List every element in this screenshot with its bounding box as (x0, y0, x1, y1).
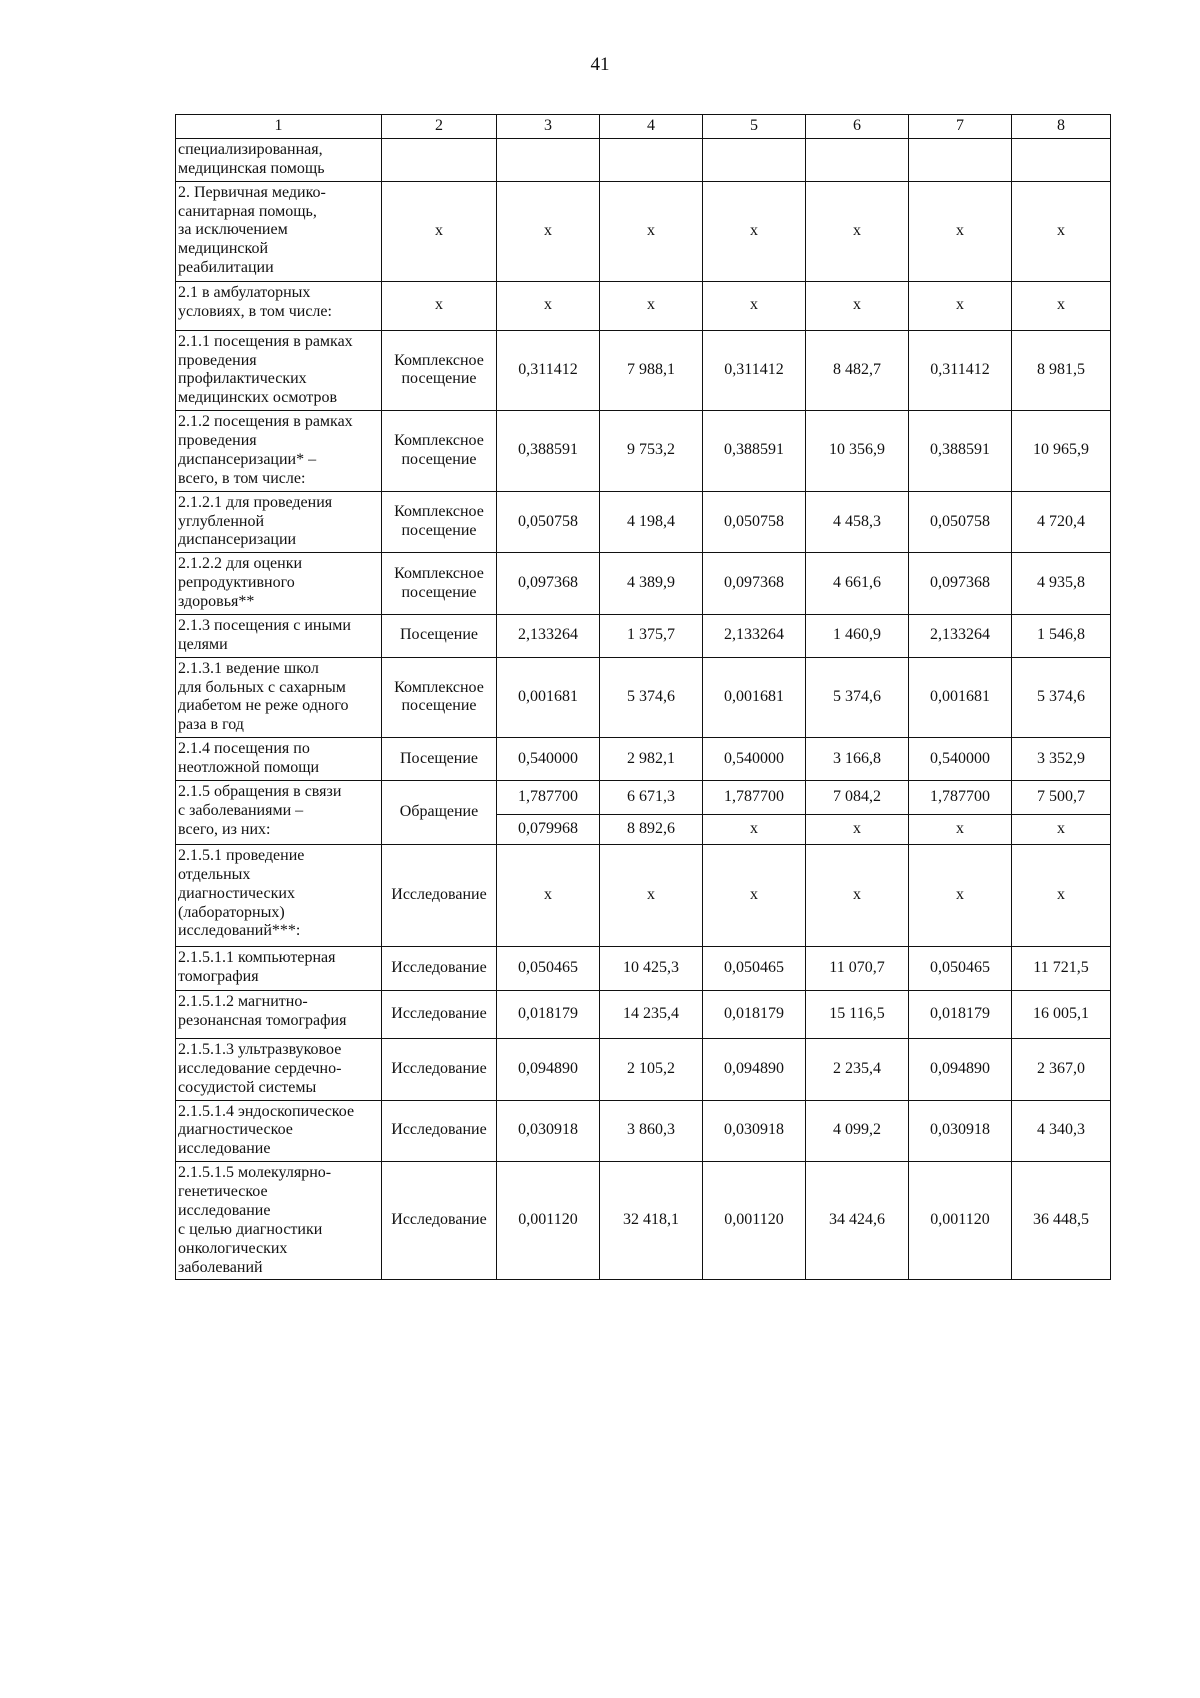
header-cell-2: 2 (382, 115, 497, 139)
value-cell: 0,050465 (703, 946, 806, 990)
value-cell: 3 166,8 (806, 738, 909, 781)
value-cell: 0,311412 (909, 330, 1012, 411)
row-name-cell: 2.1.5.1 проведение отдельных диагностических (лабораторных) исследований***: (176, 844, 382, 946)
table-row (176, 1162, 1111, 1280)
row-name-cell: 2.1.5.1.2 магнитно- резонансная томография (176, 990, 382, 1038)
header-cell-7: 7 (909, 115, 1012, 139)
value-cell: 34 424,6 (806, 1162, 909, 1280)
value-cell: 11 721,5 (1012, 946, 1111, 990)
value-cell: 11 070,7 (806, 946, 909, 990)
row-name-cell: 2.1.1 посещения в рамках проведения профилактических медицинских осмотров (176, 330, 382, 411)
value-cell: 0,001120 (909, 1162, 1012, 1280)
value-cell: 0,311412 (497, 330, 600, 411)
value-cell: 0,001681 (909, 657, 1012, 738)
value-cell: 3 860,3 (600, 1100, 703, 1162)
value-cell: 10 425,3 (600, 946, 703, 990)
unit-cell: Обращение (382, 780, 497, 844)
value-cell: 1 460,9 (806, 614, 909, 657)
value-cell: х (497, 181, 600, 281)
row-name-cell: 2.1.3.1 ведение школ для больных с сахарным диабетом не реже одного раза в год (176, 657, 382, 738)
value-cell: 0,050758 (909, 491, 1012, 553)
header-cell-8: 8 (1012, 115, 1111, 139)
data-table (175, 114, 1111, 1280)
value-cell: 32 418,1 (600, 1162, 703, 1280)
header-cell-4: 4 (600, 115, 703, 139)
value-cell: 2 367,0 (1012, 1038, 1111, 1100)
value-cell: 0,311412 (703, 330, 806, 411)
row-name-cell: 2.1.5.1.1 компьютерная томография (176, 946, 382, 990)
table-row (176, 1100, 1111, 1162)
value-cell: 4 340,3 (1012, 1100, 1111, 1162)
value-cell (806, 138, 909, 181)
value-cell: х (909, 814, 1012, 844)
value-cell: х (909, 181, 1012, 281)
unit-cell: Исследование (382, 1038, 497, 1100)
value-cell: 1,787700 (703, 780, 806, 814)
table-row (176, 738, 1111, 781)
unit-cell: Исследование (382, 990, 497, 1038)
value-cell: х (1012, 814, 1111, 844)
value-cell: 7 084,2 (806, 780, 909, 814)
value-cell: 8 981,5 (1012, 330, 1111, 411)
unit-cell (382, 138, 497, 181)
unit-cell: Исследование (382, 946, 497, 990)
value-cell: 10 356,9 (806, 411, 909, 492)
row-name-cell: специализированная, медицинская помощь (176, 138, 382, 181)
value-cell: 0,001120 (497, 1162, 600, 1280)
value-cell: 0,388591 (703, 411, 806, 492)
value-cell: х (909, 844, 1012, 946)
value-cell: 0,540000 (703, 738, 806, 781)
value-cell: х (600, 281, 703, 330)
value-cell: х (497, 844, 600, 946)
value-cell: 3 352,9 (1012, 738, 1111, 781)
value-cell: 2 105,2 (600, 1038, 703, 1100)
value-cell: 1 546,8 (1012, 614, 1111, 657)
value-cell: 0,018179 (497, 990, 600, 1038)
value-cell: 4 661,6 (806, 553, 909, 615)
table-row (176, 844, 1111, 946)
value-cell: 2,133264 (909, 614, 1012, 657)
value-cell: 4 935,8 (1012, 553, 1111, 615)
header-cell-3: 3 (497, 115, 600, 139)
row-name-cell: 2.1.5 обращения в связи с заболеваниями – всего, из них: (176, 780, 382, 844)
unit-cell: Исследование (382, 1162, 497, 1280)
value-cell: 5 374,6 (1012, 657, 1111, 738)
table-row (176, 780, 1111, 814)
table-row (176, 553, 1111, 615)
value-cell: 0,094890 (909, 1038, 1012, 1100)
unit-cell: Исследование (382, 1100, 497, 1162)
value-cell: х (806, 281, 909, 330)
unit-cell: Комплексное посещение (382, 553, 497, 615)
value-cell: 0,030918 (497, 1100, 600, 1162)
value-cell: 1,787700 (909, 780, 1012, 814)
value-cell: 16 005,1 (1012, 990, 1111, 1038)
value-cell: 0,050465 (909, 946, 1012, 990)
table-row (176, 657, 1111, 738)
value-cell: х (703, 181, 806, 281)
unit-cell: Комплексное посещение (382, 330, 497, 411)
header-cell-1: 1 (176, 115, 382, 139)
value-cell: 0,018179 (703, 990, 806, 1038)
value-cell: х (600, 844, 703, 946)
value-cell (600, 138, 703, 181)
value-cell: 36 448,5 (1012, 1162, 1111, 1280)
value-cell: 0,050758 (497, 491, 600, 553)
value-cell: х (806, 181, 909, 281)
value-cell: 0,388591 (909, 411, 1012, 492)
value-cell: х (703, 814, 806, 844)
unit-cell: Комплексное посещение (382, 657, 497, 738)
value-cell: х (909, 281, 1012, 330)
value-cell: х (806, 814, 909, 844)
value-cell (1012, 138, 1111, 181)
row-name-cell: 2.1.5.1.5 молекулярно- генетическое исследование с целью диагностики онкологических заболеваний (176, 1162, 382, 1280)
header-cell-5: 5 (703, 115, 806, 139)
table-row (176, 281, 1111, 330)
value-cell: 7 500,7 (1012, 780, 1111, 814)
value-cell: 1,787700 (497, 780, 600, 814)
value-cell: 0,097368 (497, 553, 600, 615)
value-cell: 4 389,9 (600, 553, 703, 615)
value-cell: 8 482,7 (806, 330, 909, 411)
value-cell: х (600, 181, 703, 281)
value-cell: 2,133264 (703, 614, 806, 657)
value-cell: 0,030918 (909, 1100, 1012, 1162)
row-name-cell: 2.1.5.1.4 эндоскопическое диагностическое исследование (176, 1100, 382, 1162)
value-cell: х (497, 281, 600, 330)
value-cell: 5 374,6 (600, 657, 703, 738)
value-cell: 0,540000 (909, 738, 1012, 781)
value-cell: х (1012, 181, 1111, 281)
value-cell (497, 138, 600, 181)
table-row (176, 411, 1111, 492)
unit-cell: х (382, 181, 497, 281)
value-cell: 0,030918 (703, 1100, 806, 1162)
table-row (176, 138, 1111, 181)
unit-cell: Посещение (382, 614, 497, 657)
value-cell: 5 374,6 (806, 657, 909, 738)
value-cell: х (1012, 281, 1111, 330)
row-name-cell: 2.1.4 посещения по неотложной помощи (176, 738, 382, 781)
value-cell: 7 988,1 (600, 330, 703, 411)
row-name-cell: 2.1.2.1 для проведения углубленной диспансеризации (176, 491, 382, 553)
row-name-cell: 2.1 в амбулаторных условиях, в том числе: (176, 281, 382, 330)
unit-cell: Посещение (382, 738, 497, 781)
table-row (176, 181, 1111, 281)
table-row (176, 1038, 1111, 1100)
row-name-cell: 2. Первичная медико- санитарная помощь, за исключением медицинской реабилитации (176, 181, 382, 281)
value-cell: 6 671,3 (600, 780, 703, 814)
value-cell: х (703, 281, 806, 330)
value-cell: 2,133264 (497, 614, 600, 657)
value-cell: 8 892,6 (600, 814, 703, 844)
table-row (176, 330, 1111, 411)
value-cell: 4 458,3 (806, 491, 909, 553)
value-cell: 0,097368 (703, 553, 806, 615)
row-name-cell: 2.1.2.2 для оценки репродуктивного здоровья** (176, 553, 382, 615)
value-cell: 0,097368 (909, 553, 1012, 615)
table-row (176, 946, 1111, 990)
value-cell: 2 235,4 (806, 1038, 909, 1100)
unit-cell: х (382, 281, 497, 330)
value-cell: 4 099,2 (806, 1100, 909, 1162)
unit-cell: Исследование (382, 844, 497, 946)
value-cell: 4 720,4 (1012, 491, 1111, 553)
value-cell (703, 138, 806, 181)
value-cell: 0,001120 (703, 1162, 806, 1280)
unit-cell: Комплексное посещение (382, 491, 497, 553)
row-name-cell: 2.1.2 посещения в рамках проведения диспансеризации* – всего, в том числе: (176, 411, 382, 492)
value-cell: х (703, 844, 806, 946)
value-cell (909, 138, 1012, 181)
value-cell: 1 375,7 (600, 614, 703, 657)
value-cell: 0,094890 (497, 1038, 600, 1100)
page-number: 41 (590, 54, 610, 75)
value-cell: х (1012, 844, 1111, 946)
value-cell: 2 982,1 (600, 738, 703, 781)
table-row (176, 990, 1111, 1038)
header-cell-6: 6 (806, 115, 909, 139)
row-name-cell: 2.1.3 посещения с иными целями (176, 614, 382, 657)
value-cell: 0,001681 (497, 657, 600, 738)
value-cell: 10 965,9 (1012, 411, 1111, 492)
unit-cell: Комплексное посещение (382, 411, 497, 492)
row-name-cell: 2.1.5.1.3 ультразвуковое исследование сердечно- сосудистой системы (176, 1038, 382, 1100)
value-cell: 14 235,4 (600, 990, 703, 1038)
value-cell: 9 753,2 (600, 411, 703, 492)
value-cell: 0,388591 (497, 411, 600, 492)
value-cell: 4 198,4 (600, 491, 703, 553)
table-row (176, 491, 1111, 553)
value-cell: 15 116,5 (806, 990, 909, 1038)
value-cell: 0,540000 (497, 738, 600, 781)
value-cell: 0,018179 (909, 990, 1012, 1038)
value-cell: 0,079968 (497, 814, 600, 844)
value-cell: 0,094890 (703, 1038, 806, 1100)
header-row (176, 115, 1111, 139)
value-cell: х (806, 844, 909, 946)
value-cell: 0,050758 (703, 491, 806, 553)
value-cell: 0,050465 (497, 946, 600, 990)
value-cell: 0,001681 (703, 657, 806, 738)
table-row (176, 614, 1111, 657)
